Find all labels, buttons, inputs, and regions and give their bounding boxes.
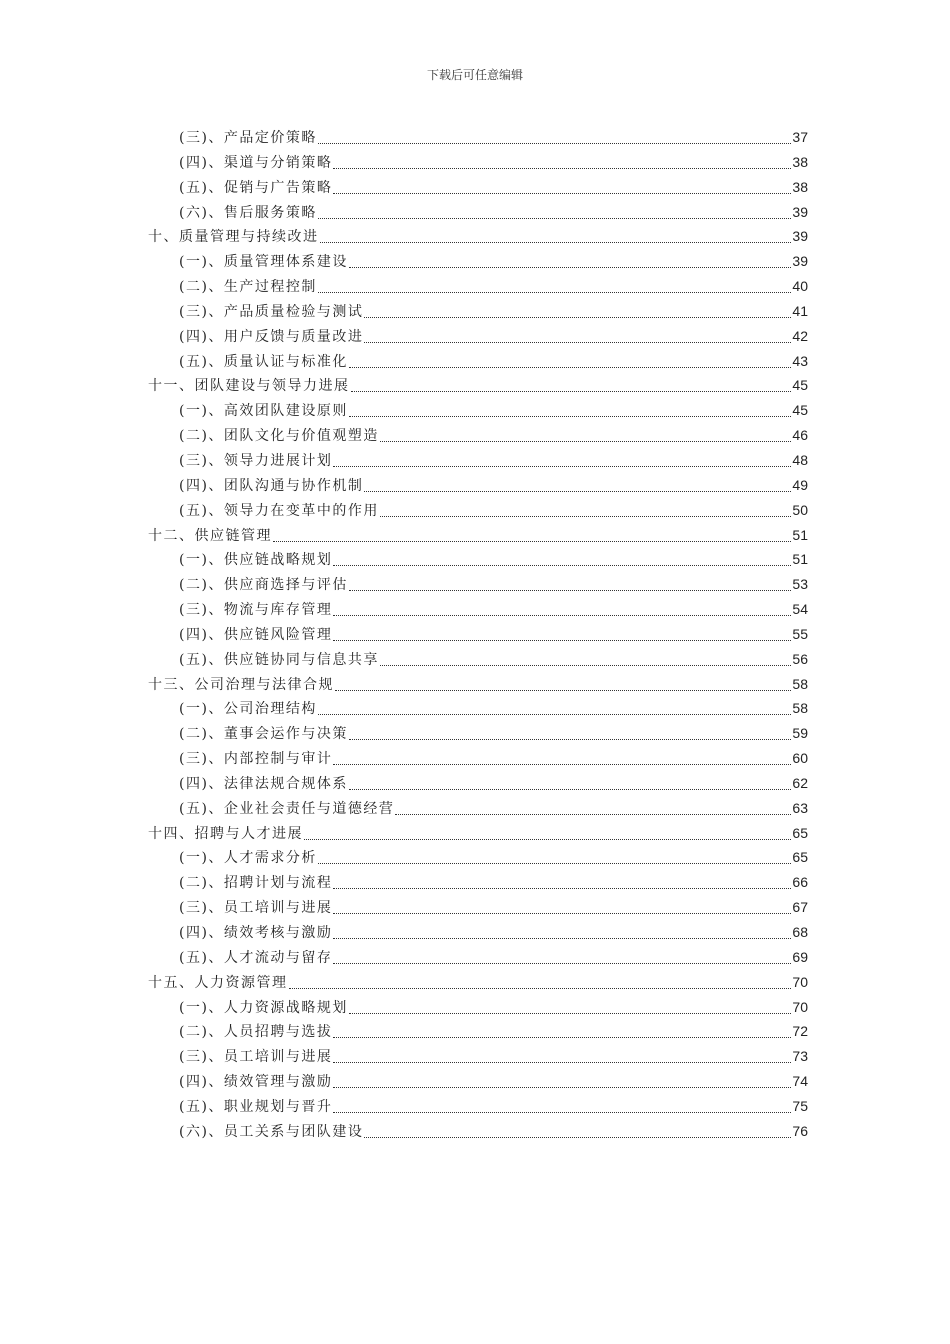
toc-section-entry[interactable]: [148, 796, 808, 821]
toc-entry-page-number: 50: [792, 501, 808, 518]
toc-section-entry[interactable]: [148, 771, 808, 796]
toc-entry-page-number: 51: [792, 526, 808, 543]
toc-entry-page-number: 41: [792, 302, 808, 319]
toc-entry-page-number: 72: [792, 1023, 808, 1040]
toc-dot-leader: [349, 266, 791, 268]
toc-dot-leader: [333, 1111, 791, 1113]
toc-chapter-entry[interactable]: [148, 373, 808, 398]
toc-section-entry[interactable]: [148, 349, 808, 374]
toc-entry-title: (一)、质量管理体系建设: [179, 254, 348, 271]
toc-dot-leader: [289, 987, 792, 989]
toc-entry-title: (四)、法律法规合规体系: [179, 775, 348, 792]
toc-entry-title: (三)、产品质量检验与测试: [179, 303, 364, 320]
toc-entry-title: (四)、绩效考核与激励: [179, 925, 333, 941]
toc-entry-title: 十五、人力资源管理: [148, 974, 288, 991]
toc-dot-leader: [349, 415, 791, 417]
toc-dot-leader: [273, 540, 791, 542]
toc-entry-title: (四)、团队沟通与协作机制: [179, 477, 364, 494]
toc-section-entry[interactable]: [148, 1119, 808, 1144]
toc-dot-leader: [333, 937, 791, 939]
toc-section-entry[interactable]: [148, 175, 808, 200]
toc-dot-leader: [349, 738, 791, 740]
toc-dot-leader: [349, 1012, 791, 1014]
toc-entry-page-number: 42: [792, 327, 808, 344]
toc-entry-title: (六)、员工关系与团队建设: [179, 1123, 364, 1140]
toc-entry-page-number: 67: [792, 899, 808, 916]
toc-entry-title: (五)、职业规划与晋升: [179, 1098, 333, 1115]
toc-entry-page-number: 48: [792, 451, 808, 468]
toc-entry-title: (二)、生产过程控制: [179, 279, 317, 296]
toc-entry-page-number: 38: [792, 153, 808, 170]
toc-section-entry[interactable]: [148, 945, 808, 970]
toc-entry-page-number: 53: [792, 576, 808, 593]
toc-entry-title: (二)、招聘计划与流程: [179, 875, 333, 892]
toc-section-entry[interactable]: [148, 498, 808, 523]
toc-entry-page-number: 63: [792, 799, 808, 816]
toc-entry-page-number: 37: [792, 129, 808, 145]
toc-dot-leader: [351, 390, 792, 392]
toc-section-entry[interactable]: [148, 299, 808, 324]
toc-entry-title: (四)、绩效管理与激励: [179, 1074, 333, 1091]
toc-entry-title: (二)、董事会运作与决策: [179, 726, 348, 743]
toc-dot-leader: [318, 713, 791, 715]
toc-entry-page-number: 69: [792, 948, 808, 965]
toc-section-entry[interactable]: [148, 746, 808, 771]
toc-entry-page-number: 45: [792, 402, 808, 419]
toc-entry-title: (三)、物流与库存管理: [179, 602, 333, 619]
toc-section-entry[interactable]: [148, 473, 808, 498]
toc-entry-title: (五)、企业社会责任与道德经营: [179, 800, 395, 817]
toc-dot-leader: [349, 788, 791, 790]
toc-entry-page-number: 62: [792, 774, 808, 791]
toc-entry-page-number: 73: [792, 1048, 808, 1065]
toc-dot-leader: [333, 465, 791, 467]
toc-dot-leader: [333, 1086, 791, 1088]
toc-dot-leader: [364, 316, 791, 318]
toc-dot-leader: [349, 589, 791, 591]
toc-chapter-entry[interactable]: [148, 224, 808, 249]
toc-chapter-entry[interactable]: [148, 523, 808, 548]
toc-section-entry[interactable]: [148, 274, 808, 299]
toc-dot-leader: [335, 689, 791, 691]
toc-entry-title: (六)、售后服务策略: [179, 204, 317, 221]
toc-section-entry[interactable]: [148, 125, 808, 150]
toc-entry-page-number: 70: [792, 973, 808, 990]
toc-dot-leader: [364, 1136, 791, 1138]
toc-section-entry[interactable]: [148, 1069, 808, 1094]
toc-dot-leader: [380, 664, 791, 666]
toc-section-entry[interactable]: [148, 845, 808, 870]
page-header: 下载后可任意编辑: [426, 68, 523, 82]
toc-chapter-entry[interactable]: [148, 970, 808, 995]
toc-entry-page-number: 65: [792, 849, 808, 866]
toc-entry-page-number: 76: [792, 1122, 808, 1139]
toc-dot-leader: [318, 862, 791, 864]
toc-section-entry[interactable]: [148, 1094, 808, 1119]
toc-section-entry[interactable]: [148, 547, 808, 572]
toc-entry-title: (五)、领导力在变革中的作用: [179, 502, 379, 519]
toc-dot-leader: [333, 614, 791, 616]
toc-entry-title: (一)、高效团队建设原则: [179, 403, 348, 420]
toc-entry-title: (二)、人员招聘与选拔: [179, 1024, 333, 1041]
toc-dot-leader: [349, 366, 791, 368]
toc-dot-leader: [304, 838, 791, 840]
toc-entry-page-number: 65: [792, 824, 808, 841]
toc-entry-title: (四)、供应链风险管理: [179, 626, 333, 643]
toc-section-entry[interactable]: [148, 995, 808, 1020]
toc-dot-leader: [318, 217, 791, 219]
toc-dot-leader: [333, 912, 791, 914]
toc-entry-title: (一)、人才需求分析: [179, 850, 317, 867]
toc-entry-page-number: 68: [792, 924, 808, 940]
toc-section-entry[interactable]: [148, 324, 808, 349]
toc-section-entry[interactable]: [148, 150, 808, 175]
toc-dot-leader: [333, 1061, 791, 1063]
table-of-contents: [148, 125, 808, 1144]
toc-section-entry[interactable]: [148, 200, 808, 225]
toc-entry-page-number: 54: [792, 601, 808, 618]
toc-entry-page-number: 49: [792, 476, 808, 493]
toc-entry-title: (三)、内部控制与审计: [179, 751, 333, 768]
toc-section-entry[interactable]: [148, 572, 808, 597]
toc-entry-page-number: 59: [792, 725, 808, 742]
toc-entry-page-number: 58: [792, 675, 808, 692]
toc-entry-title: 十三、公司治理与法律合规: [148, 676, 334, 693]
toc-dot-leader: [318, 291, 791, 293]
toc-entry-title: (五)、供应链协同与信息共享: [179, 651, 379, 668]
toc-entry-title: (五)、人才流动与留存: [179, 949, 333, 966]
toc-section-entry[interactable]: [148, 423, 808, 448]
toc-entry-page-number: 66: [792, 874, 808, 891]
toc-entry-page-number: 39: [792, 203, 808, 220]
toc-entry-page-number: 58: [792, 700, 808, 717]
toc-section-entry[interactable]: [148, 647, 808, 672]
toc-entry-title: (五)、质量认证与标准化: [179, 353, 348, 370]
toc-section-entry[interactable]: [148, 1019, 808, 1044]
toc-section-entry[interactable]: [148, 398, 808, 423]
toc-entry-title: (二)、团队文化与价值观塑造: [179, 428, 379, 445]
toc-dot-leader: [333, 564, 791, 566]
toc-chapter-entry[interactable]: [148, 672, 808, 697]
toc-section-entry[interactable]: [148, 696, 808, 721]
toc-entry-title: (二)、供应商选择与评估: [179, 577, 348, 594]
toc-dot-leader: [380, 440, 791, 442]
toc-entry-title: (五)、促销与广告策略: [179, 179, 333, 196]
toc-dot-leader: [333, 1036, 791, 1038]
toc-section-entry[interactable]: [148, 448, 808, 473]
toc-dot-leader: [320, 241, 792, 243]
toc-chapter-entry[interactable]: [148, 821, 808, 846]
toc-dot-leader: [395, 813, 791, 815]
toc-section-entry[interactable]: [148, 870, 808, 895]
toc-entry-title: (一)、人力资源战略规划: [179, 999, 348, 1016]
toc-section-entry[interactable]: [148, 249, 808, 274]
toc-dot-leader: [333, 763, 791, 765]
toc-entry-title: (一)、供应链战略规划: [179, 552, 333, 569]
toc-dot-leader: [318, 142, 791, 144]
toc-section-entry[interactable]: [148, 622, 808, 647]
toc-entry-title: (四)、渠道与分销策略: [179, 154, 333, 171]
toc-dot-leader: [364, 341, 791, 343]
toc-entry-title: (四)、用户反馈与质量改进: [179, 328, 364, 345]
toc-dot-leader: [380, 515, 791, 517]
toc-dot-leader: [333, 639, 791, 641]
toc-entry-title: (三)、产品定价策略: [179, 130, 317, 146]
toc-entry-page-number: 60: [792, 750, 808, 767]
toc-entry-page-number: 51: [792, 551, 808, 568]
toc-entry-title: (三)、员工培训与进展: [179, 1049, 333, 1066]
toc-entry-title: 十、质量管理与持续改进: [148, 229, 319, 246]
toc-entry-page-number: 46: [792, 427, 808, 444]
toc-entry-page-number: 38: [792, 178, 808, 195]
toc-entry-page-number: 39: [792, 228, 808, 245]
toc-dot-leader: [333, 167, 791, 169]
toc-entry-page-number: 40: [792, 278, 808, 295]
toc-section-entry[interactable]: [148, 721, 808, 746]
toc-entry-page-number: 70: [792, 998, 808, 1015]
toc-section-entry[interactable]: [148, 597, 808, 622]
toc-section-entry[interactable]: [148, 920, 808, 945]
toc-entry-title: 十二、供应链管理: [148, 527, 272, 544]
toc-entry-title: 十一、团队建设与领导力进展: [148, 378, 350, 395]
toc-entry-page-number: 39: [792, 253, 808, 270]
toc-dot-leader: [333, 962, 791, 964]
toc-entry-title: 十四、招聘与人才进展: [148, 825, 303, 842]
toc-dot-leader: [364, 490, 791, 492]
toc-entry-page-number: 45: [792, 377, 808, 394]
toc-entry-title: (三)、领导力进展计划: [179, 452, 333, 469]
toc-entry-page-number: 74: [792, 1073, 808, 1090]
toc-section-entry[interactable]: [148, 895, 808, 920]
toc-entry-page-number: 43: [792, 352, 808, 369]
toc-entry-page-number: 56: [792, 650, 808, 667]
toc-entry-title: (三)、员工培训与进展: [179, 900, 333, 917]
toc-dot-leader: [333, 192, 791, 194]
toc-entry-page-number: 55: [792, 625, 808, 642]
toc-entry-page-number: 75: [792, 1097, 808, 1114]
toc-section-entry[interactable]: [148, 1044, 808, 1069]
toc-dot-leader: [333, 887, 791, 889]
toc-entry-title: (一)、公司治理结构: [179, 701, 317, 718]
